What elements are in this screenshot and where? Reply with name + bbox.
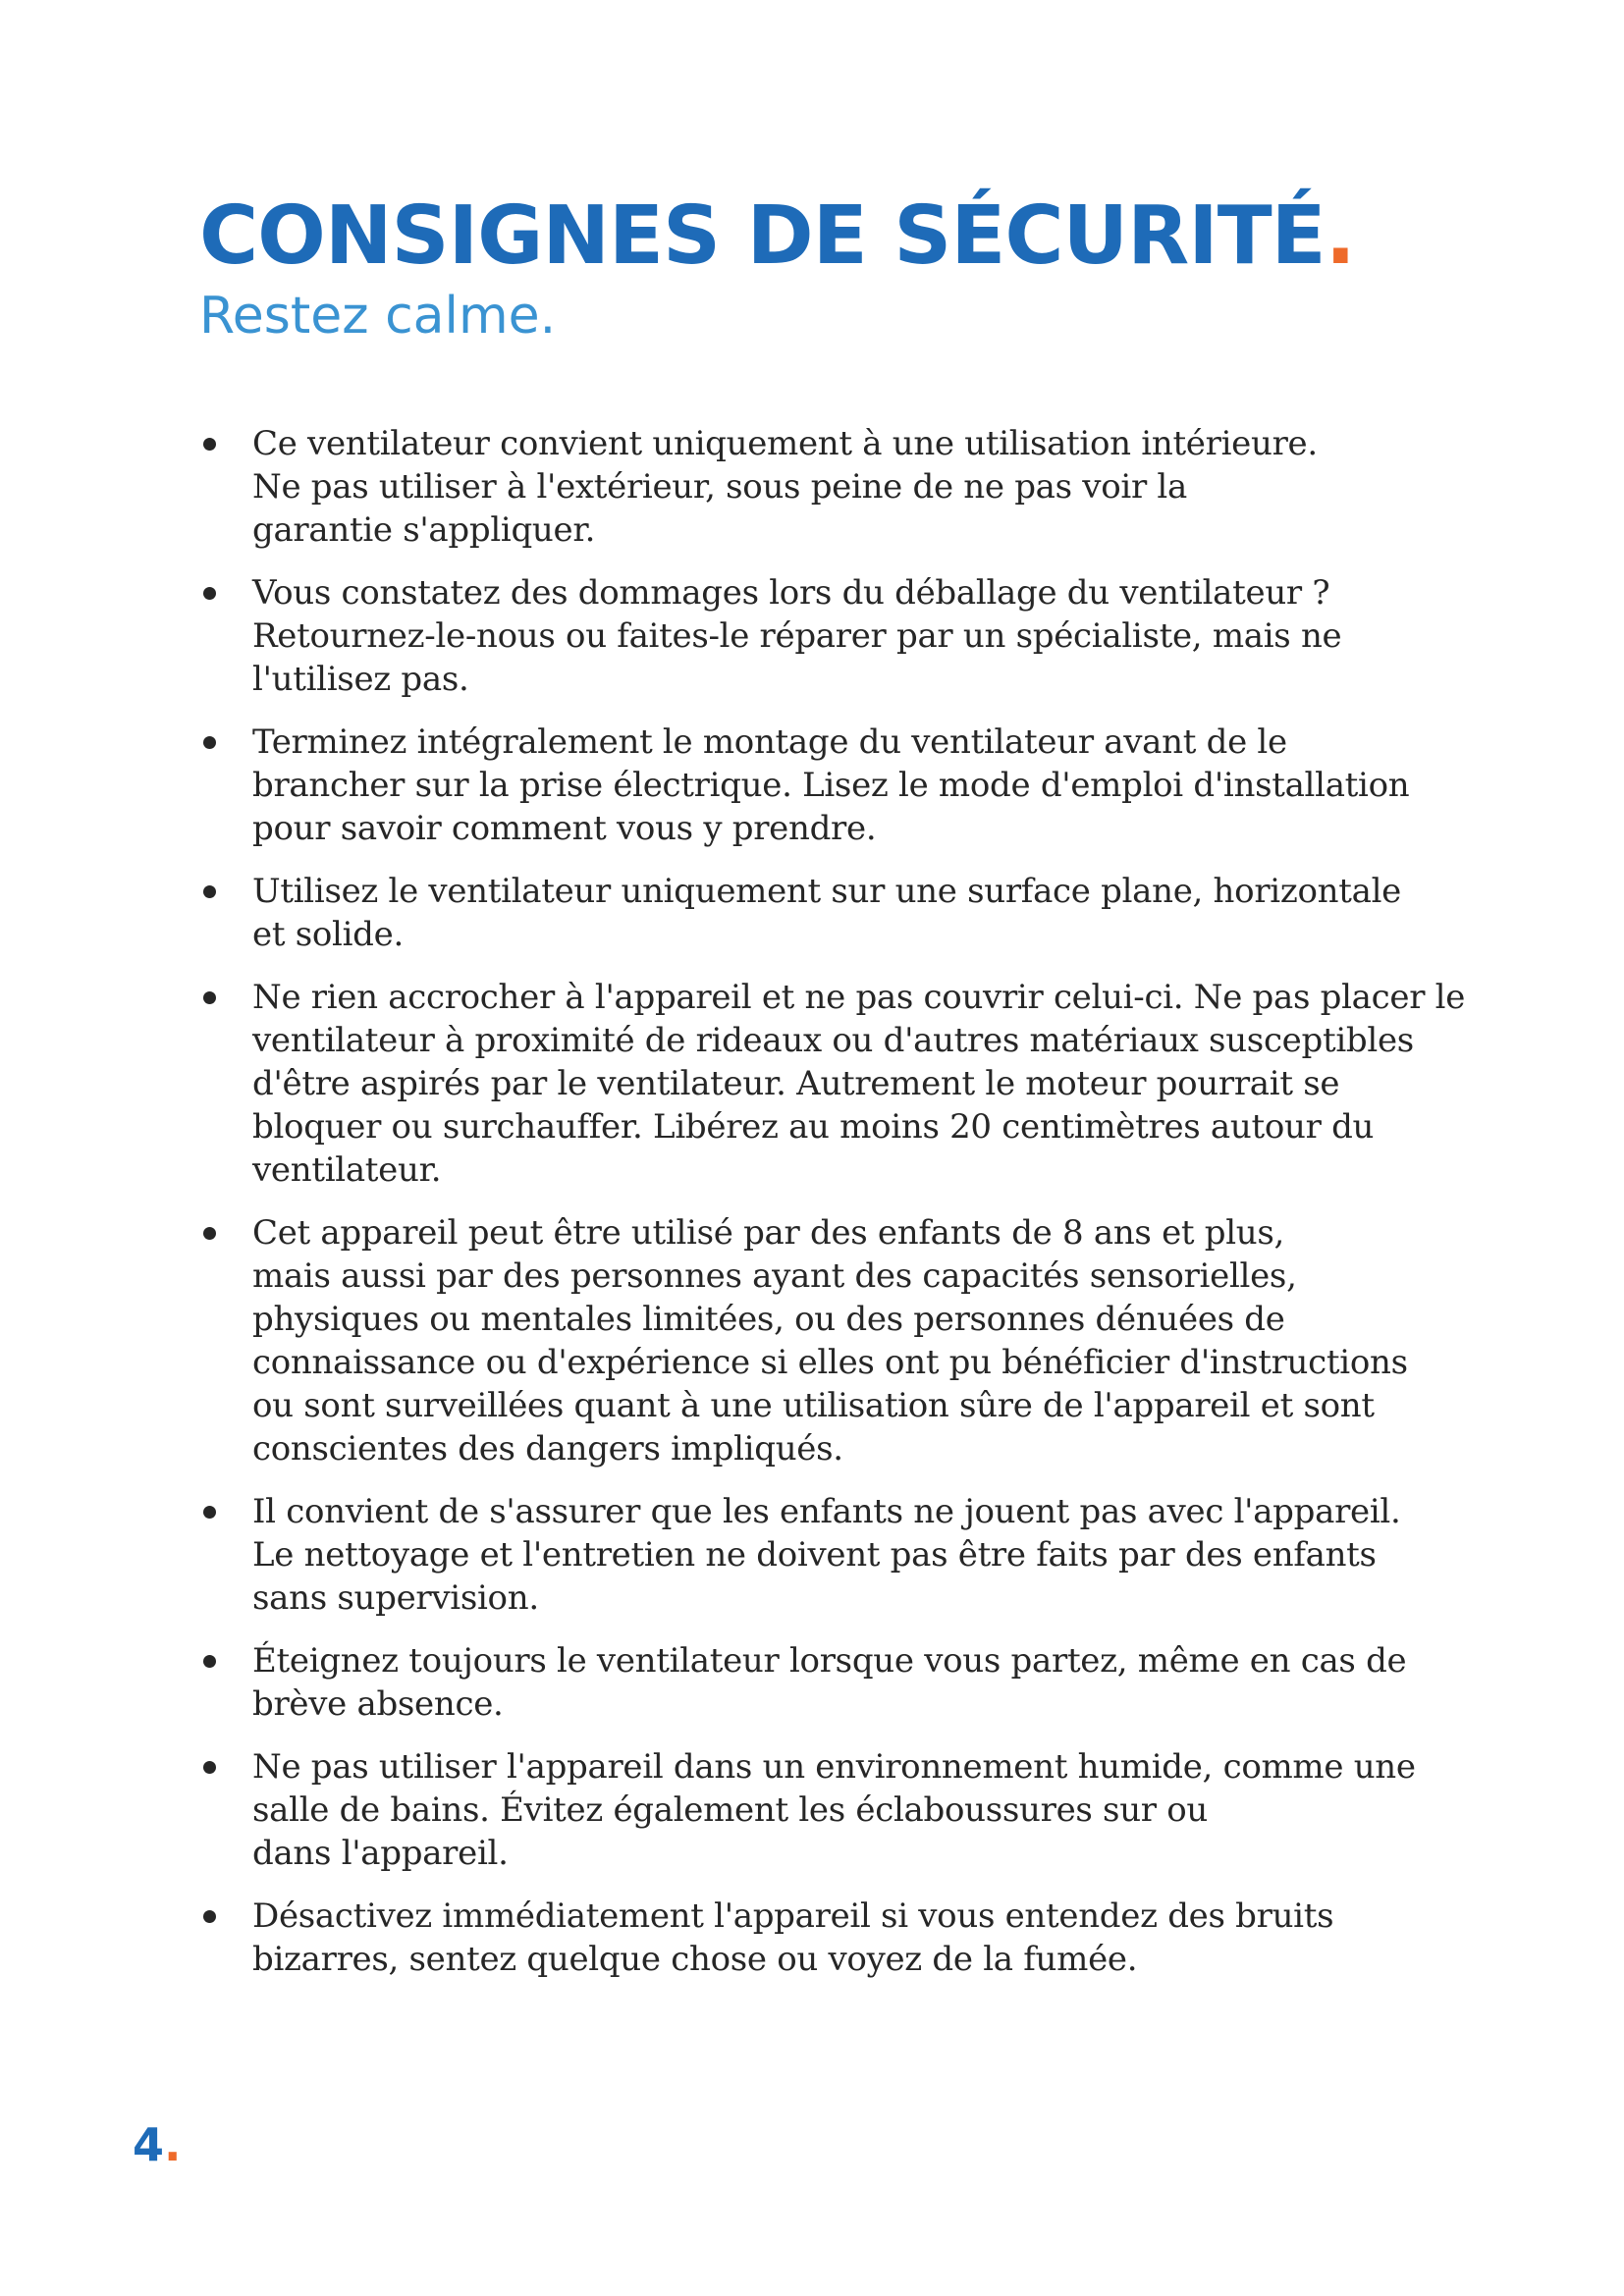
instruction-text-line: ventilateur. — [252, 1150, 442, 1190]
bullet-point-icon — [203, 1761, 216, 1774]
instruction-text-line: bizarres, sentez quelque chose ou voyez de la fumée. — [252, 1940, 1138, 1979]
instruction-text-line: Terminez intégralement le montage du ventilateur avant de le — [252, 722, 1287, 762]
bullet-point-icon — [203, 1655, 216, 1668]
page-title-accent-dot: . — [1325, 189, 1355, 283]
instruction-text-line: Retournez-le-nous ou faites-le réparer par un spécialiste, mais ne — [252, 616, 1342, 656]
bullet-point-icon — [203, 991, 216, 1004]
instruction-text-line: mais aussi par des personnes ayant des capacités sensorielles, — [252, 1256, 1297, 1296]
instruction-text-line: bloquer ou surchauffer. Libérez au moins 20 centimètres autour du — [252, 1107, 1375, 1147]
safety-instruction-item — [199, 870, 1505, 956]
page-header — [199, 189, 1476, 346]
bullet-point-icon — [203, 1910, 216, 1923]
page-subtitle: Restez calme. — [199, 287, 557, 346]
bullet-point-icon — [203, 587, 216, 600]
instruction-text-line: Ce ventilateur convient uniquement à une utilisation intérieure. — [252, 424, 1318, 463]
instruction-text-line: ou sont surveillées quant à une utilisation sûre de l'appareil et sont — [252, 1386, 1375, 1425]
instruction-text-line: salle de bains. Évitez également les éclaboussures sur ou — [252, 1790, 1209, 1830]
safety-instruction-item — [199, 1490, 1505, 1620]
safety-instruction-item — [199, 422, 1505, 552]
instruction-text-line: sans supervision. — [252, 1578, 539, 1618]
instruction-text-line: brancher sur la prise électrique. Lisez le mode d'emploi d'installation — [252, 766, 1410, 805]
instruction-text-line: Ne pas utiliser l'appareil dans un environnement humide, comme une — [252, 1747, 1416, 1787]
safety-instruction-item — [199, 571, 1505, 701]
safety-instruction-item — [199, 1211, 1505, 1470]
instruction-text-line: Utilisez le ventilateur uniquement sur une surface plane, horizontale — [252, 872, 1401, 911]
bullet-point-icon — [203, 1506, 216, 1519]
page-title-text: CONSIGNES DE SÉCURITÉ — [199, 189, 1326, 283]
instruction-text-line: dans l'appareil. — [252, 1834, 509, 1873]
instruction-text-line: Cet appareil peut être utilisé par des enfants de 8 ans et plus, — [252, 1213, 1285, 1253]
instruction-text-line: brève absence. — [252, 1684, 504, 1724]
instruction-text-line: et solide. — [252, 915, 404, 954]
safety-instruction-item — [199, 1639, 1505, 1726]
safety-instruction-item — [199, 721, 1505, 850]
bullet-point-icon — [203, 1227, 216, 1240]
instruction-text-line: d'être aspirés par le ventilateur. Autrement le moteur pourrait se — [252, 1064, 1340, 1103]
instruction-text-line: Désactivez immédiatement l'appareil si vous entendez des bruits — [252, 1896, 1334, 1936]
instruction-text-line: Éteignez toujours le ventilateur lorsque vous partez, même en cas de — [252, 1641, 1407, 1681]
page-title — [199, 189, 1476, 283]
bullet-point-icon — [203, 736, 216, 749]
page-number-text: 4 — [133, 2118, 165, 2171]
instruction-text-line: l'utilisez pas. — [252, 660, 469, 699]
safety-instructions-list — [199, 422, 1505, 2001]
page-number-accent-dot: . — [164, 2118, 182, 2171]
instruction-text-line: conscientes des dangers impliqués. — [252, 1429, 843, 1468]
instruction-text-line: garantie s'appliquer. — [252, 510, 596, 550]
safety-instruction-item — [199, 1895, 1505, 1981]
instruction-text-line: ventilateur à proximité de rideaux ou d'autres matériaux susceptibles — [252, 1021, 1414, 1060]
safety-instruction-item — [199, 1745, 1505, 1875]
bullet-point-icon — [203, 438, 216, 451]
safety-instruction-item — [199, 976, 1505, 1192]
bullet-point-icon — [203, 885, 216, 898]
page-number — [133, 2118, 182, 2171]
instruction-text-line: Le nettoyage et l'entretien ne doivent pas être faits par des enfants — [252, 1535, 1377, 1575]
instruction-text-line: Vous constatez des dommages lors du déballage du ventilateur ? — [252, 573, 1330, 613]
instruction-text-line: pour savoir comment vous y prendre. — [252, 809, 877, 848]
instruction-text-line: physiques ou mentales limitées, ou des personnes dénuées de — [252, 1300, 1285, 1339]
instruction-text-line: Ne pas utiliser à l'extérieur, sous peine de ne pas voir la — [252, 467, 1187, 507]
instruction-text-line: Il convient de s'assurer que les enfants ne jouent pas avec l'appareil. — [252, 1492, 1401, 1531]
instruction-text-line: connaissance ou d'expérience si elles ont pu bénéficier d'instructions — [252, 1343, 1408, 1382]
instruction-text-line: Ne rien accrocher à l'appareil et ne pas couvrir celui-ci. Ne pas placer le — [252, 978, 1466, 1017]
